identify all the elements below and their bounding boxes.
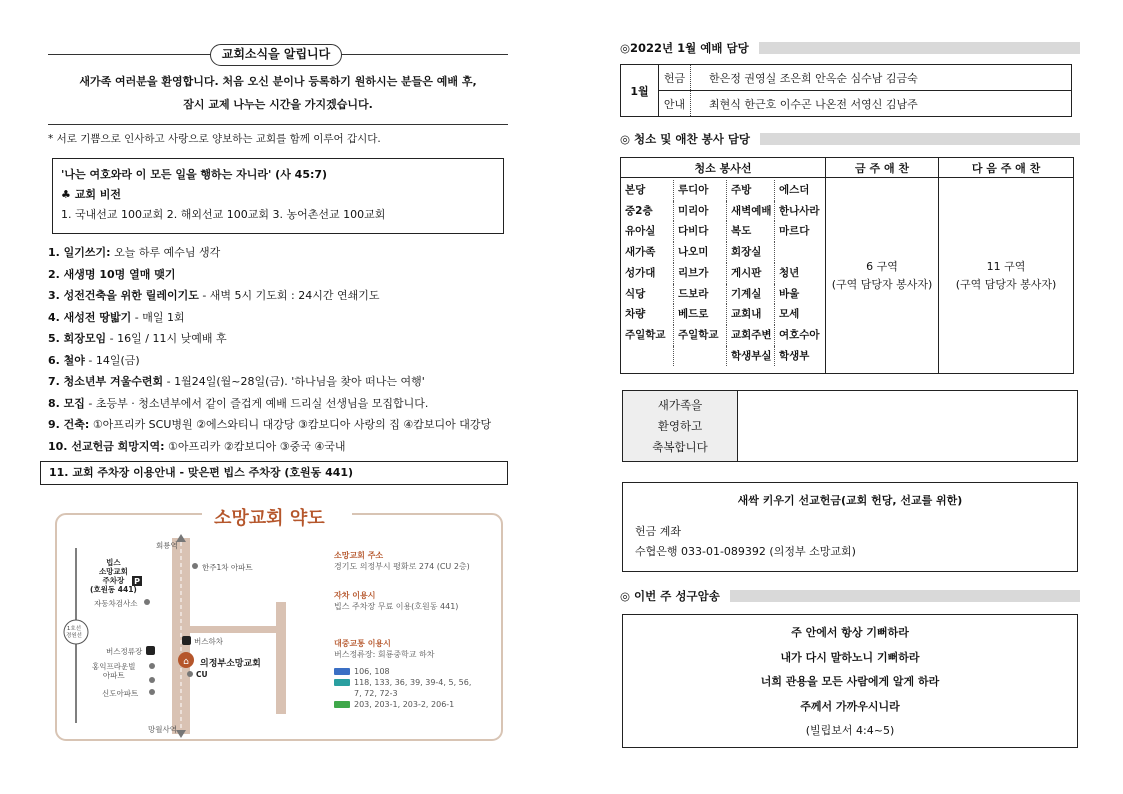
divider [48,124,508,125]
table-row: 안내 최현식 한근호 이수곤 나온전 서영신 김남주 [621,91,1072,117]
verse-line: 주께서 가까우시니라 [800,699,900,713]
cleaning-grid-item: 리브가 [674,263,727,284]
next-week-meal: 11 구역 (구역 담당자 봉사자) [939,178,1074,374]
vision-list: 1. 국내선교 100교회 2. 해외선교 100교회 3. 농어촌선교 100교회 [61,208,386,221]
cleaning-grid-cell [621,178,826,374]
map-car: 자차 이용시 빕스 주차장 무료 이용(호원동 441) [334,591,459,611]
railway-label: 1호선 경원선 [66,626,82,639]
church-map [52,498,506,746]
svg-text:⌂: ⌂ [183,657,189,667]
bus-stop-label: 버스하차 [194,637,223,646]
cleaning-grid-item: 미리아 [674,201,727,222]
map-address: 소망교회 주소 경기도 의정부시 평화로 274 (CU 2층) [334,551,470,571]
verse-reference: (빌립보서 4:4~5) [805,724,895,738]
station-bottom: 망월사역 [148,725,177,734]
mission-account-label: 헌금 계좌 [635,525,682,538]
mission-offering-box [622,482,1078,572]
cleaning-grid-item: 드보라 [674,284,727,305]
worship-month: 1월 [621,65,659,117]
worship-section-title: ◎2022년 1월 예배 담당 [620,40,1080,56]
bus-icon [146,646,155,655]
cleaning-grid-item: 주일학교 [674,325,727,346]
bus-badge-village [334,701,350,708]
vips-parking-label: 빕스 소망교회 주차장 (호원동 441) [90,558,137,594]
cleaning-grid-item: 마르다 [779,225,810,238]
list-item: 10. 선교헌금 희망지역: ①아프리카 ②캄보디아 ③중국 ④국내 [48,439,346,453]
cleaning-grid-item: 회장실 [727,242,775,263]
newcomer-box [622,390,1078,462]
cleaning-grid-item: 성가대 [621,263,674,284]
cleaning-grid-item: 교회주변 [727,325,775,346]
svg-text:P: P [134,577,140,586]
cleaning-grid-item: 여호수아 [779,328,820,341]
cleaning-grid-item: 게시판 [727,263,775,284]
apartment-label: 한주1차 아파트 [202,563,253,572]
cleaning-grid [621,180,825,366]
duty-column [620,40,1080,748]
side-road [276,602,286,714]
table-row [621,178,1074,374]
verse-section-title: ◎ 이번 주 성구암송 [620,588,1080,604]
bus-badge-trunk [334,668,350,675]
welcome-line-2: 잠시 교제 나누는 시간을 가지겠습니다. [183,98,373,111]
mission-account: 수협은행 033-01-089392 (의정부 소망교회) [635,545,856,558]
cleaning-grid-item [674,346,727,367]
this-week-meal: 6 구역 (구역 담당자 봉사자) [826,178,939,374]
list-item: 4. 새성전 땅밟기 - 매일 1회 [48,310,185,324]
list-item: 3. 성전건축을 위한 릴레이기도 - 새벽 5시 기도회 : 24시간 연쇄기도 [48,289,380,302]
vision-verse: '나는 여호와라 이 모든 일을 행하는 자니라' (사 45:7) [61,168,328,181]
shindo-apartment-label: 신도아파트 [102,689,139,698]
cross-road [190,626,280,633]
cleaning-grid-item: 청년 [779,266,800,279]
cleaning-grid-item: 유아실 [621,221,674,242]
station-top: 회룡역 [156,541,178,550]
cleaning-grid-item: 새벽예배 [727,201,775,222]
list-item: 6. 철야 - 14일(금) [48,353,140,367]
welcome-line-1: 새가족 여러분을 환영합니다. 처음 오신 분이나 등록하기 원하시는 분들은 예배 후, [79,75,477,88]
cleaning-duty-table [620,157,1074,374]
table-row: 1월 헌금 한은정 권영실 조은희 안옥순 심수남 김금숙 [621,65,1072,91]
church-news-column [48,40,508,485]
cleaning-grid-item [621,346,674,367]
cleaning-grid-item: 베드로 [674,304,727,325]
list-item: 9. 건축: ①아프리카 SCU병원 ②에스와티니 대강당 ③캄보디아 사랑의 집 ④캄보디아 대강당 [48,418,492,431]
cleaning-grid-item: 학생부실 [727,346,775,367]
cleaning-grid-item: 에스더 [779,184,810,196]
cleaning-grid-item: 주일학교 [621,325,674,346]
auto-inspection-label: 자동차검사소 [94,599,138,608]
memory-verse-box [622,614,1078,748]
cleaning-grid-item: 바울 [779,287,800,300]
bus-badge-branch [334,679,350,686]
news-title-row [48,40,508,68]
verse-line: 너희 관용을 모든 사람에게 알게 하라 [760,675,940,689]
verse-line: 주 안에서 항상 기뻐하라 [791,626,909,639]
news-title: 교회소식을 알립니다 [210,44,342,66]
cu-label: CU [196,670,208,679]
map-title: 소망교회 약도 [214,508,325,529]
verse-line: 내가 다시 말하노니 기뻐하라 [780,650,920,664]
cleaning-grid-item: 교회내 [727,304,775,325]
worship-duty-table [620,64,1072,117]
newcomer-label: 새가족을 환영하고 축복합니다 [623,391,738,461]
cleaning-grid-item: 다비다 [674,221,727,242]
mission-title: 새싹 키우기 선교헌금(교회 헌당, 선교를 위한) [737,494,963,507]
hongik-apartment-label: 홍익프라운빌 아파트 [92,662,136,680]
newcomer-names [738,391,1077,461]
table-row: 청소 봉사선 금 주 애 찬 다 음 주 애 찬 [621,158,1074,178]
vision-box [52,158,504,234]
cleaning-grid-item: 식당 [621,284,674,305]
list-item: 2. 새생명 10명 열매 맺기 [48,267,176,281]
list-item: 5. 회장모임 - 16일 / 11시 낮예배 후 [48,332,227,345]
map-transit: 대중교통 이용시 버스정류장: 회룡중학교 하차 106, 108 118, 133, 36, 39, 39-4, 5, 56, 7, 72, 72-3 203, 203-1, 203-2, 206-1 [334,639,472,709]
cleaning-grid-item: 본당 [621,180,674,201]
cleaning-grid-item: 나오미 [674,242,727,263]
list-item: 7. 청소년부 겨울수련회 - 1월24일(월~28일(금). '하나님을 찾아 떠나는 여행' [48,375,425,388]
cleaning-section-title: ◎ 청소 및 애찬 봉사 담당 [620,131,1080,147]
cleaning-grid-item: 복도 [727,221,775,242]
bus-stop-left-label: 버스정류장 [106,647,143,656]
cleaning-grid-item: 한나사라 [779,204,820,217]
vision-title: ♣ 교회 비전 [61,188,122,201]
cleaning-grid-item: 주방 [727,180,775,201]
bus-icon [182,636,191,645]
greeting-note: * 서로 기쁨으로 인사하고 사랑으로 양보하는 교회를 함께 이루어 갑시다. [48,133,381,145]
cleaning-grid-item: 기계실 [727,284,775,305]
cleaning-grid-item: 차량 [621,304,674,325]
news-list [48,242,508,457]
parking-notice: 11. 교회 주차장 이용안내 - 맞은편 빕스 주차장 (호원동 441) [40,461,508,485]
cleaning-grid-item [775,242,825,263]
cleaning-grid-item: 모세 [779,308,800,321]
cleaning-grid-item: 학생부 [779,349,810,362]
cleaning-grid-item: 루디아 [674,180,727,201]
list-item: 1. 일기쓰기: 오늘 하루 예수님 생각 [48,246,221,259]
list-item: 8. 모집 - 초등부 · 청소년부에서 같이 즐겁게 예배 드리실 선생님을 모집합니다. [48,396,429,410]
cleaning-grid-item: 새가족 [621,242,674,263]
church-label: 의정부소망교회 [200,659,261,669]
cleaning-grid-item: 중2층 [621,201,674,222]
